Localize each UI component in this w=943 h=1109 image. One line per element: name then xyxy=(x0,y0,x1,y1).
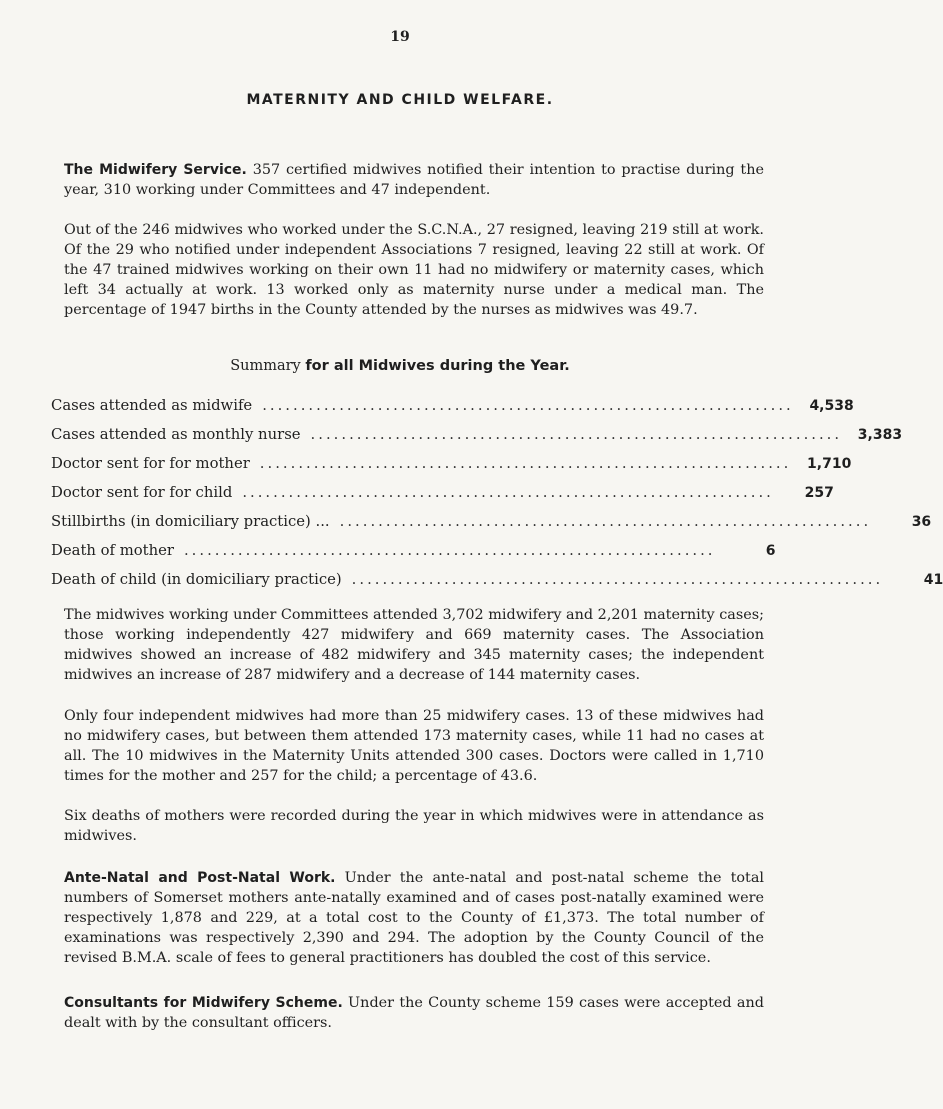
ante-natal-paragraph xyxy=(50,868,764,968)
independent-midwives-paragraph: Only four independent midwives had more than 25 midwifery cases. 13 of these midwives had no midwifery cases, but between them attended 173 maternity cases, while 11 had no cases at all. The 10 midwives in the Maternity Units attended 300 cases. Doctors were called in 1,710 times for the mother and 257 for the child; a percentage of 43.6. xyxy=(64,708,764,784)
dot-leader: ..................................................................... xyxy=(262,397,794,414)
page-title: MATERNITY AND CHILD WELFARE. xyxy=(246,92,554,108)
summary-row xyxy=(51,397,854,426)
dot-leader: ..................................................................... xyxy=(339,513,872,530)
summary-row-label: Doctor sent for for mother xyxy=(51,455,250,472)
summary-row-label: Doctor sent for for child xyxy=(51,484,233,501)
summary-row-value: 6 xyxy=(765,543,776,559)
consultants-text: Under the County scheme 159 cases were accepted and dealt with by the consultant officers. xyxy=(64,995,764,1031)
summary-row xyxy=(51,571,943,600)
summary-row-value: 4,538 xyxy=(809,398,854,414)
dot-leader: ..................................................................... xyxy=(310,426,843,443)
dot-leader: ..................................................................... xyxy=(183,542,716,559)
summary-row xyxy=(51,426,903,455)
summary-table xyxy=(51,397,943,600)
maternal-deaths-paragraph: Six deaths of mothers were recorded during the year in which midwives were in attendance as midwives. xyxy=(64,808,764,844)
summary-row-label: Death of mother xyxy=(51,542,174,559)
summary-title-bold: for all Midwives during the Year. xyxy=(305,358,570,374)
summary-row-label: Death of child (in domiciliary practice) xyxy=(51,571,342,588)
summary-row xyxy=(51,484,834,513)
ante-natal-heading: Ante-Natal and Post-Natal Work. xyxy=(64,870,336,886)
cases-attended-paragraph: The midwives working under Committees attended 3,702 midwifery and 2,201 maternity cases; those working independently 427 midwifery and 669 maternity cases. The Association midwives showed an increase of 482 midwifery and 345 maternity cases; the independent midwives an increase of 287 midwifery and a decrease of 144 maternity cases. xyxy=(64,607,764,683)
summary-row-label: Cases attended as monthly nurse xyxy=(51,426,301,443)
consultants-heading: Consultants for Midwifery Scheme. xyxy=(64,995,343,1011)
summary-row xyxy=(51,455,852,484)
summary-row xyxy=(51,513,932,542)
summary-row-label: Cases attended as midwife xyxy=(51,397,253,414)
summary-row-value: 1,710 xyxy=(807,456,852,472)
ante-natal-text: Under the ante-natal and post-natal scheme the total numbers of Somerset mothers ante-natally examined and of cases post-natally examined were respectively 1,878 and 229, at a total cost to the County of £1,373. The total number of examinations was respectively 2,390 and 294. The adoption by the County Council of the revised B.M.A. scale of fees to general practitioners has doubled the cost of this service. xyxy=(64,870,765,966)
summary-row xyxy=(51,542,776,571)
dot-leader: ..................................................................... xyxy=(259,455,792,472)
summary-row-label: Stillbirths (in domiciliary practice) ... xyxy=(51,513,330,530)
summary-title-plain: Summary xyxy=(230,358,306,374)
consultants-paragraph xyxy=(50,993,764,1033)
summary-title xyxy=(0,358,800,374)
dot-leader: ..................................................................... xyxy=(351,571,884,588)
midwifery-service-heading: The Midwifery Service. xyxy=(64,162,247,178)
summary-row-value: 41 xyxy=(923,572,943,588)
midwifery-service-paragraph xyxy=(50,160,764,200)
dot-leader: ..................................................................... xyxy=(242,484,774,501)
summary-row-value: 257 xyxy=(804,485,834,501)
midwives-status-paragraph: Out of the 246 midwives who worked under the S.C.N.A., 27 resigned, leaving 219 still at work. Of the 29 who notified under independent Associations 7 resigned, leaving 22 still at work. Of the 47 trained midwives working on their own 11 had no midwifery or maternity cases, which left 34 actually at work. 13 worked only as maternity nurse under a medical man. The percentage of 1947 births in the County attended by the nurses as midwives was 49.7. xyxy=(64,222,764,318)
summary-row-value: 36 xyxy=(911,514,932,530)
page-number: 19 xyxy=(390,29,410,45)
midwifery-service-text: 357 certified midwives notified their intention to practise during the year, 310 working under Committees and 47 independent. xyxy=(64,162,764,198)
summary-row-value: 3,383 xyxy=(857,427,903,443)
